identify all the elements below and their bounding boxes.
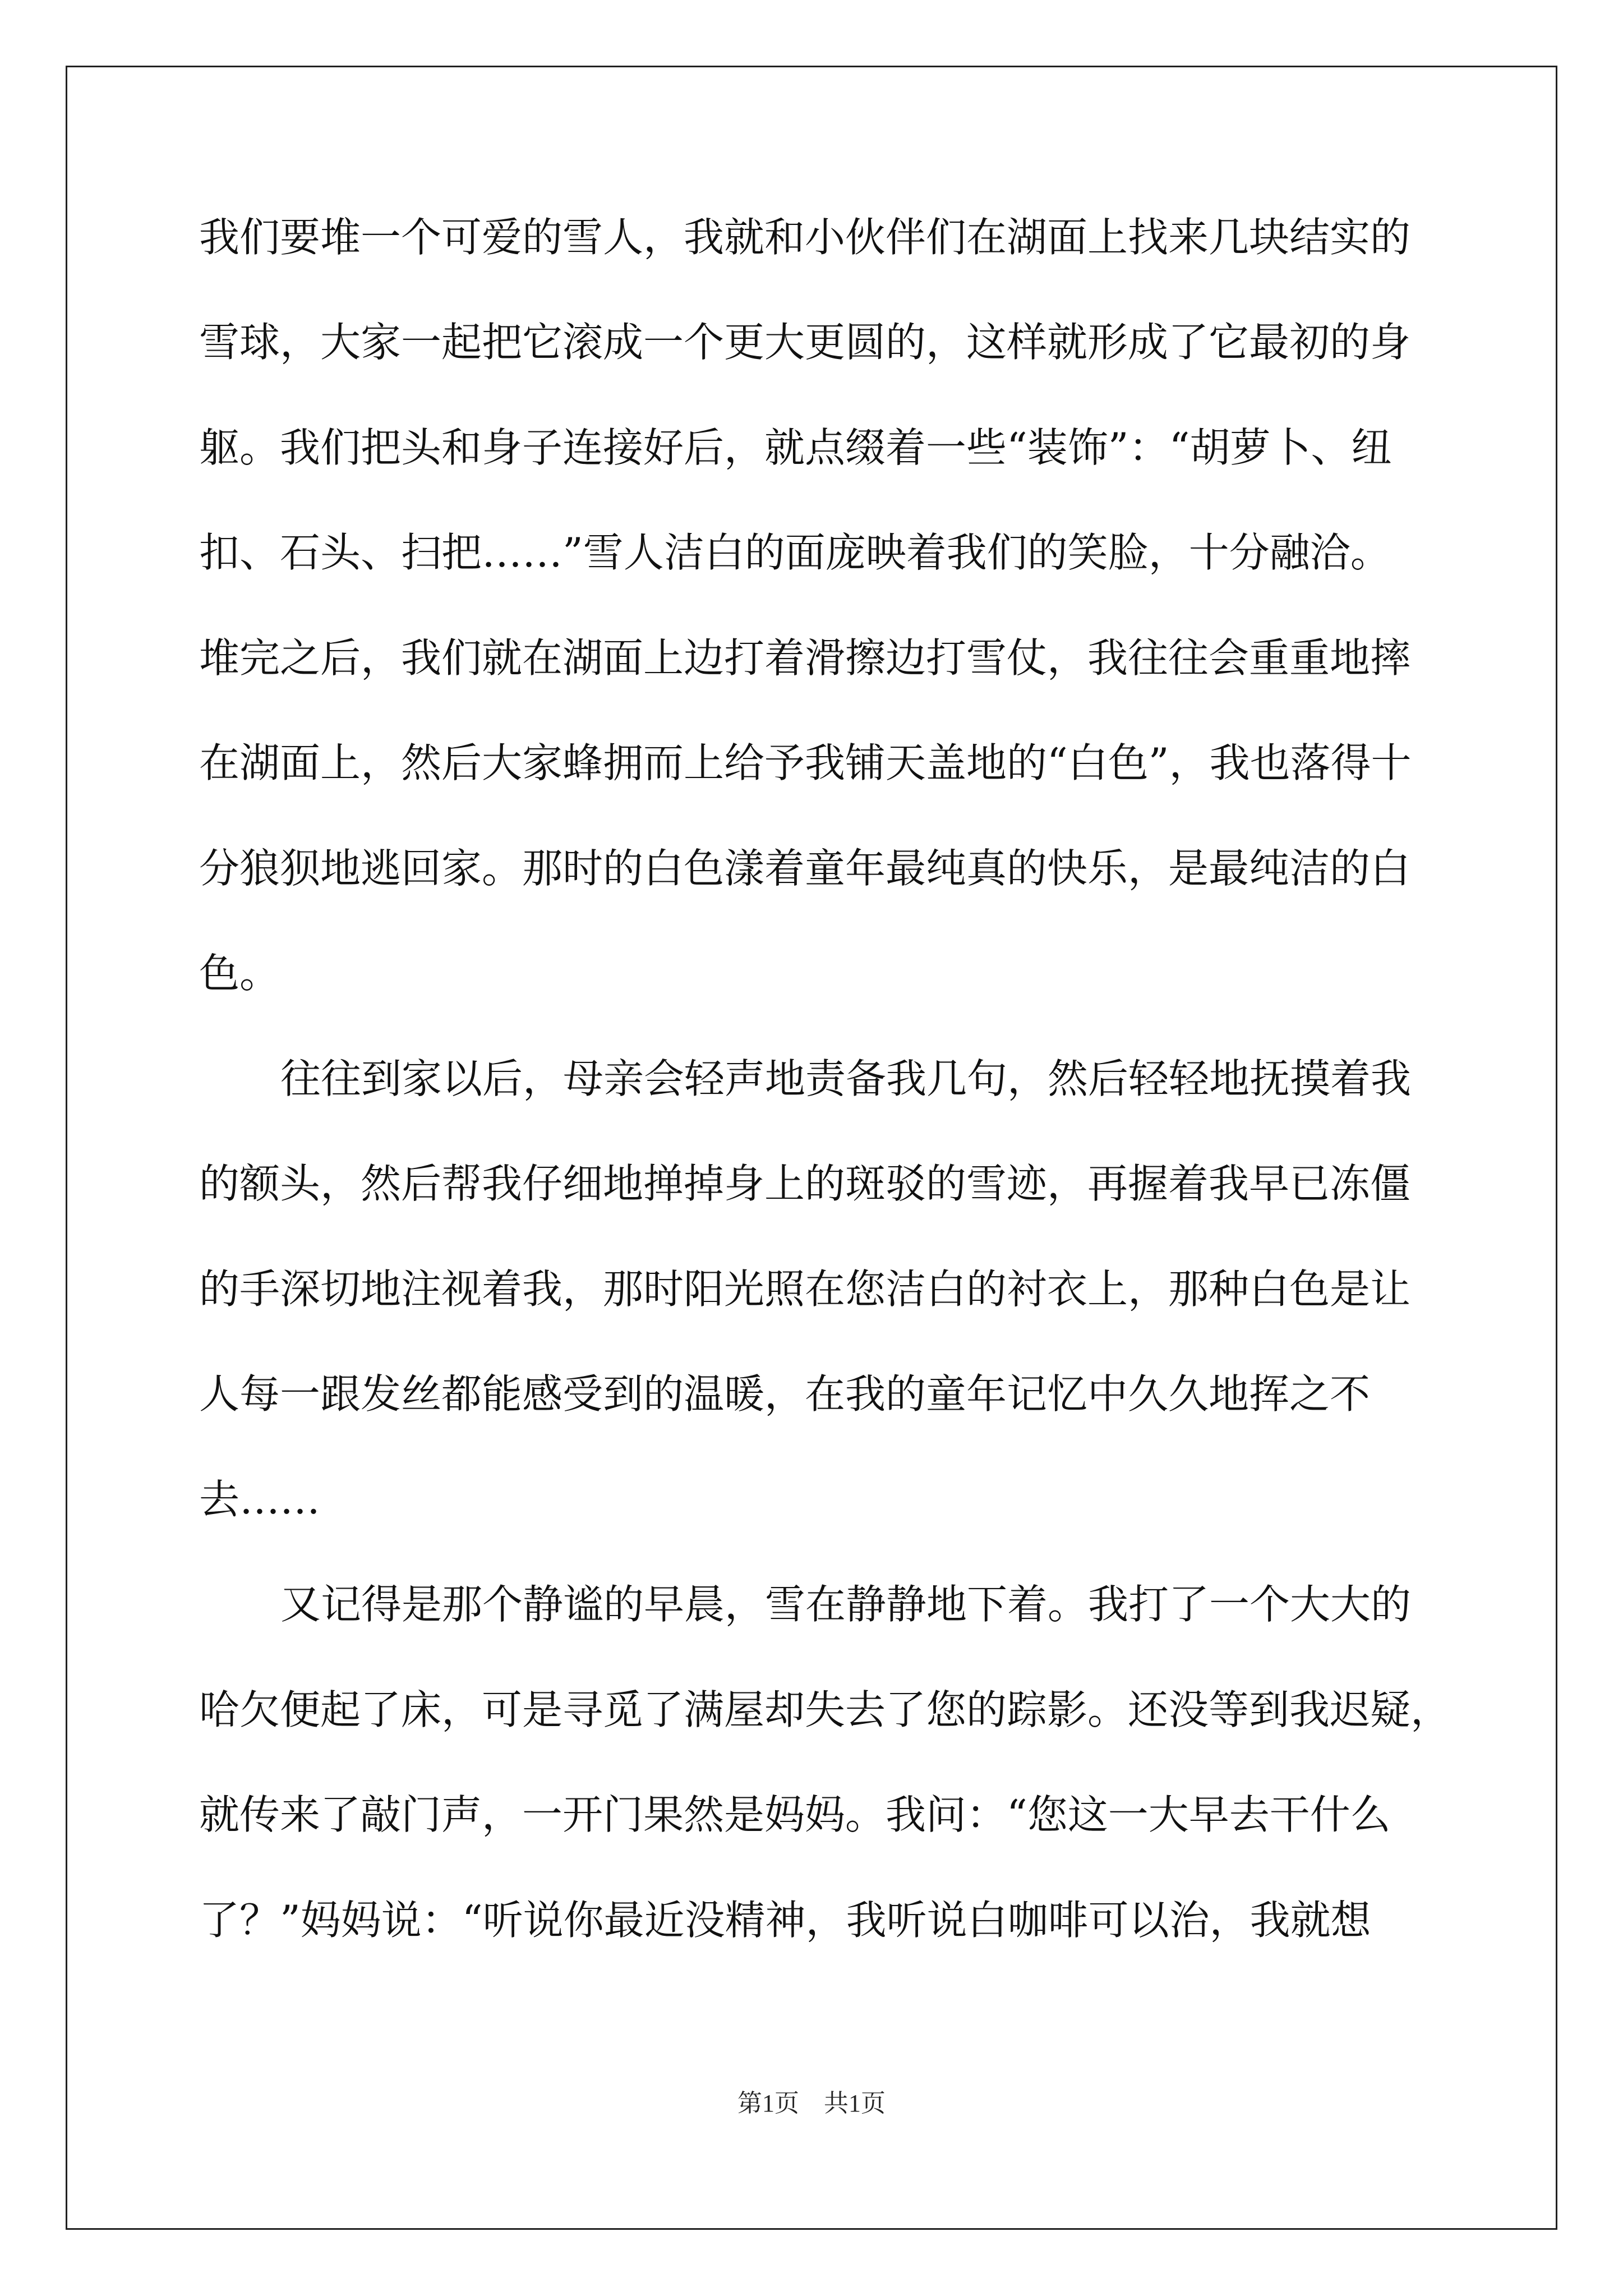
paragraph-first-line: 又记得是那个静谧的早晨，雪在静静地下着。我打了一个大大的 <box>280 1581 1412 1628</box>
page-number-footer: 第1页 共1页 <box>737 2090 886 2117</box>
text-line: 雪球，大家一起把它滚成一个更大更圆的，这样就形成了它最初的身 <box>199 319 1411 366</box>
text-line: 扣、石头、扫把……”雪人洁白的面庞映着我们的笑脸，十分融洽。 <box>199 529 1391 576</box>
text-line: 在湖面上，然后大家蜂拥而上给予我铺天盖地的“白色”，我也落得十 <box>199 739 1412 786</box>
text-line: 去…… <box>199 1476 321 1523</box>
paragraph-first-line: 往往到家以后，母亲会轻声地责备我几句，然后轻轻地抚摸着我 <box>280 1055 1412 1102</box>
text-line: 人每一跟发丝都能感受到的温暖，在我的童年记忆中久久地挥之不 <box>199 1370 1371 1418</box>
text-line: 了？”妈妈说：“听说你最近没精神，我听说白咖啡可以治，我就想 <box>199 1897 1371 1944</box>
text-line: 就传来了敲门声，一开门果然是妈妈。我问：“您这一大早去干什么 <box>199 1791 1391 1838</box>
text-line: 堆完之后，我们就在湖面上边打着滑擦边打雪仗，我往往会重重地摔 <box>199 634 1411 682</box>
text-line: 的手深切地注视着我，那时阳光照在您洁白的衬衣上，那种白色是让 <box>199 1266 1411 1313</box>
text-line: 哈欠便起了床，可是寻觅了满屋却失去了您的踪影。还没等到我迟疑， <box>199 1686 1451 1733</box>
text-line: 我们要堆一个可爱的雪人，我就和小伙伴们在湖面上找来几块结实的 <box>199 214 1411 261</box>
text-line: 的额头，然后帮我仔细地掸掉身上的斑驳的雪迹，再握着我早已冻僵 <box>199 1160 1411 1207</box>
text-line: 色。 <box>199 950 280 997</box>
text-line: 分狼狈地逃回家。那时的白色漾着童年最纯真的快乐，是最纯洁的白 <box>199 845 1411 892</box>
text-line: 躯。我们把头和身子连接好后，就点缀着一些“装饰”：“胡萝卜、纽 <box>199 424 1392 471</box>
